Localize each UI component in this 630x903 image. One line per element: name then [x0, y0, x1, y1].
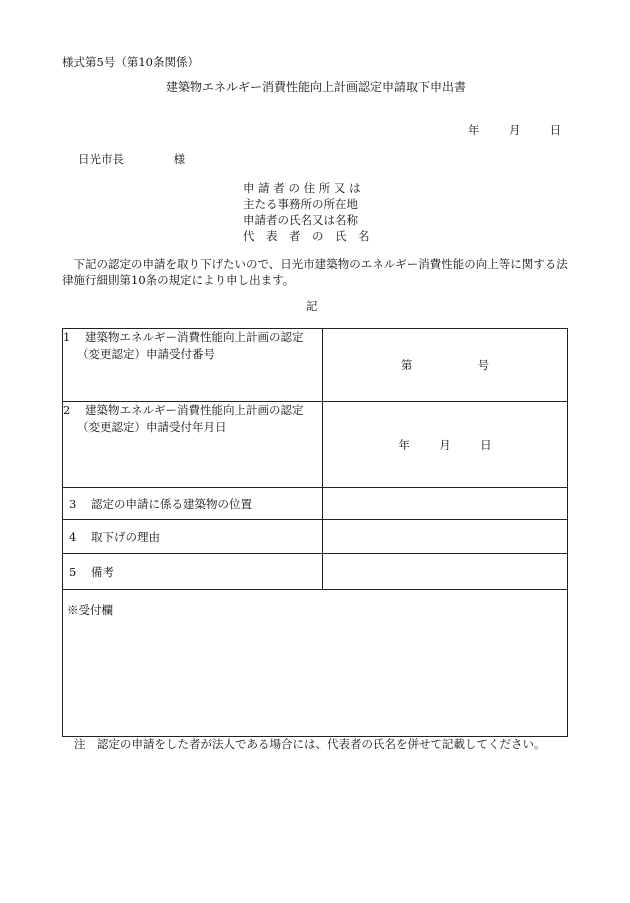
table-row [63, 402, 568, 488]
applicant-name-label: 申請者の氏名又は名称 [243, 213, 358, 227]
row-3-text: 認定の申請に係る建築物の位置 [91, 496, 252, 511]
row-5-number: 5 [69, 564, 77, 579]
row-5-text: 備考 [91, 564, 114, 579]
footnote: 注 認定の申請をした者が法人である場合には、代表者の氏名を併せて記載してください。 [74, 737, 546, 751]
row-4-label [63, 520, 323, 554]
table-row [63, 329, 568, 402]
row-2-line1: 建築物エネルギー消費性能向上計画の認定 [85, 403, 304, 417]
row-4-text: 取下げの理由 [91, 529, 160, 544]
applicant-address-label: 申 請 者 の 住 所 又 は [243, 181, 361, 195]
row-3-number: 3 [69, 496, 77, 511]
table-row [63, 520, 568, 554]
addressee-name: 日光市長 [78, 152, 124, 166]
date-day-label: 日 [549, 123, 562, 137]
receipt-number-suffix: 号 [477, 358, 490, 372]
form-number: 様式第5号（第10条関係） [62, 55, 199, 69]
document-title: 建築物エネルギー消費性能向上計画認定申請取下申出書 [166, 80, 467, 94]
table-row [63, 488, 568, 520]
table-row [63, 590, 568, 737]
applicant-office-label: 主たる事務所の所在地 [243, 197, 358, 211]
row-1-label [63, 329, 323, 402]
body-text [62, 256, 572, 288]
body-text-content: 下記の認定の申請を取り下げたいので、日光市建築物のエネルギー消費性能の向上等に関する法律施行細則第10条の規定により申し出ます。 [62, 257, 568, 287]
row-2-label [63, 402, 323, 488]
row-1-value[interactable] [323, 329, 568, 402]
addressee [78, 153, 185, 167]
date-year-label: 年 [468, 123, 480, 137]
receipt-field[interactable] [63, 590, 568, 737]
addressee-honorific: 様 [173, 152, 186, 166]
row-5-value[interactable] [323, 554, 568, 590]
row-1-number: 1 [63, 330, 71, 344]
table-row [63, 554, 568, 590]
receipt-date-day: 日 [480, 437, 492, 452]
row-5-label [63, 554, 323, 590]
receipt-label: ※受付欄 [67, 603, 113, 617]
receipt-number-prefix: 第 [400, 358, 413, 372]
receipt-date-year: 年 [398, 437, 410, 452]
row-4-number: 4 [69, 529, 77, 544]
representative-name-label: 代 表 者 の 氏 名 [243, 229, 370, 243]
applicant-labels [243, 180, 370, 244]
row-3-label [63, 488, 323, 520]
ki-heading: 記 [306, 299, 318, 313]
application-table [62, 328, 568, 737]
date-month-label: 月 [508, 123, 521, 137]
row-1-line2: （変更認定）申請受付番号 [77, 347, 215, 361]
row-2-line2: （変更認定）申請受付年月日 [77, 420, 227, 434]
receipt-date-month: 月 [439, 437, 451, 452]
row-2-number: 2 [63, 403, 71, 417]
row-3-value[interactable] [323, 488, 568, 520]
row-1-line1: 建築物エネルギー消費性能向上計画の認定 [85, 330, 304, 344]
row-4-value[interactable] [323, 520, 568, 554]
date-line [468, 124, 561, 138]
row-2-value[interactable] [323, 402, 568, 488]
